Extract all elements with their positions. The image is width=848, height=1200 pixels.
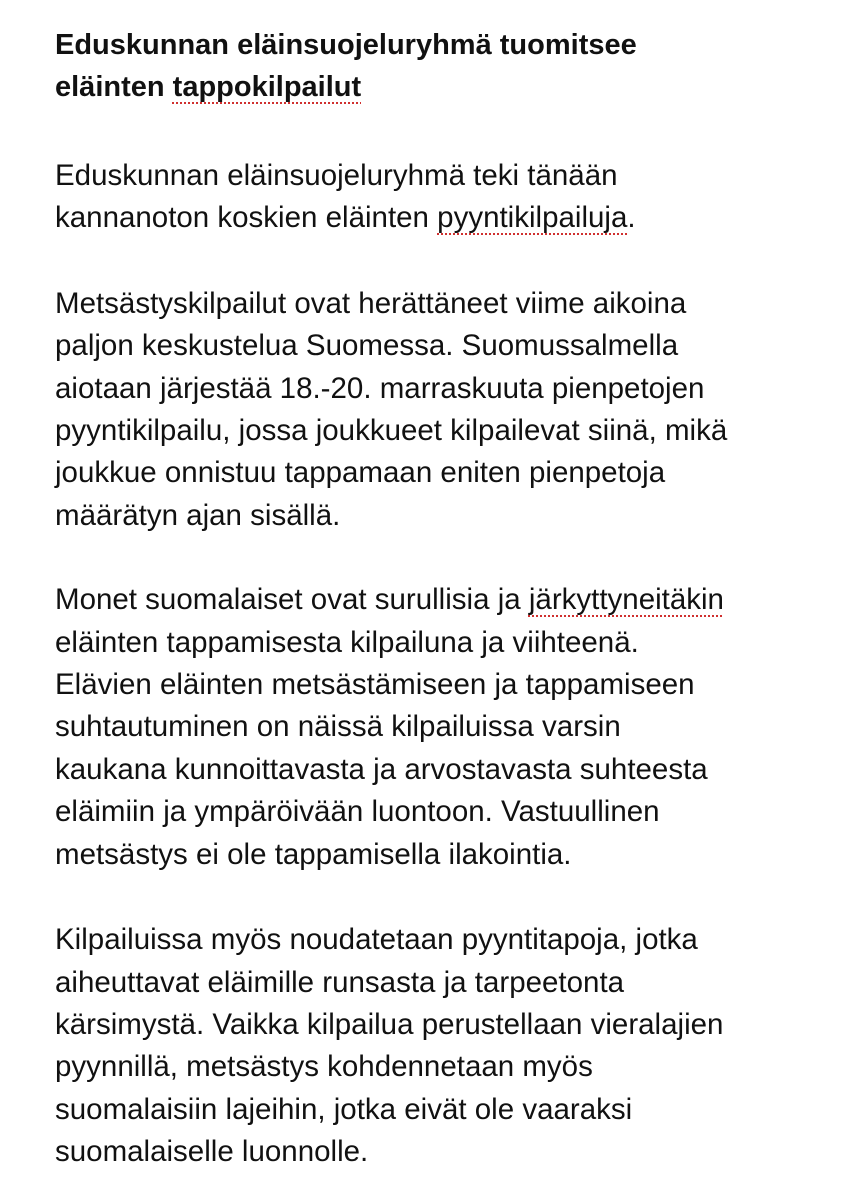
paragraph-4-line: aiheuttavat eläimille runsasta ja tarpeetonta [55,965,625,999]
title-line-2-text: eläinten [55,71,173,103]
title-line-2 [55,66,835,108]
paragraph-2 [55,283,835,537]
spellcheck-word-tappokilpailut[interactable]: tappokilpailut [172,71,362,103]
paragraph-3-line: suhtautuminen on näissä kilpailuissa varsin [55,710,621,744]
paragraph-4-line: suomalaisiin lajeihin, jotka eivät ole vaaraksi [55,1092,633,1126]
paragraph-3-line: metsästys ei ole tappamisella ilakointia. [55,837,572,871]
paragraph-3-line: eläinten tappamisesta kilpailuna ja viihteenä. [55,625,639,659]
spellcheck-word-pyyntikilpailuja[interactable]: pyyntikilpailuja [437,201,628,235]
paragraph-3-line: eläimiin ja ympäröivään luontoon. Vastuullinen [55,795,660,829]
paragraph-1-line-2-text: kannanoton koskien eläinten [55,201,438,235]
paragraph-3-line: Elävien eläinten metsästämiseen ja tappamiseen [55,668,695,702]
paragraph-4-line: pyynnillä, metsästys kohdennetaan myös [55,1050,593,1084]
paragraph-1-period: . [627,201,636,235]
paragraph-2-line: pyyntikilpailu, jossa joukkueet kilpailevat siinä, mikä [55,414,728,448]
paragraph-1-line-1: Eduskunnan eläinsuojeluryhmä teki tänään [55,159,618,192]
document-body [55,24,835,1174]
spellcheck-word-jarkyttyneitakin[interactable]: järkyttyneitäkin [528,583,724,617]
paragraph-4-line: kärsimystä. Vaikka kilpailua perustellaan vieralajien [55,1007,724,1041]
paragraph-3-line-1 [55,579,835,621]
paragraph-2-line: joukkue onnistuu tappamaan eniten pienpetoja [55,456,666,490]
paragraph-1-line-2 [55,197,835,239]
paragraph-3-line: kaukana kunnoittavasta ja arvostavasta suhteesta [55,752,708,786]
paragraph-4-line: suomalaiselle luonnolle. [55,1135,369,1169]
paragraph-2-line: paljon keskustelua Suomessa. Suomussalmella [55,329,679,363]
paragraph-4 [55,919,835,1173]
title-line-1: Eduskunnan eläinsuojeluryhmä tuomitsee [55,29,637,61]
paragraph-3-line-1-text: Monet suomalaiset ovat surullisia ja [55,583,529,617]
paragraph-4-line: Kilpailuissa myös noudatetaan pyyntitapoja, jotka [55,923,698,957]
paragraph-2-line: aiotaan järjestää 18.-20. marraskuuta pienpetojen [55,371,705,405]
paragraph-1 [55,155,835,240]
paragraph-2-line: Metsästyskilpailut ovat herättäneet viime aikoina [55,286,687,320]
paragraph-2-line: määrätyn ajan sisällä. [55,498,341,532]
page-title [55,24,835,108]
paragraph-3 [55,579,835,876]
